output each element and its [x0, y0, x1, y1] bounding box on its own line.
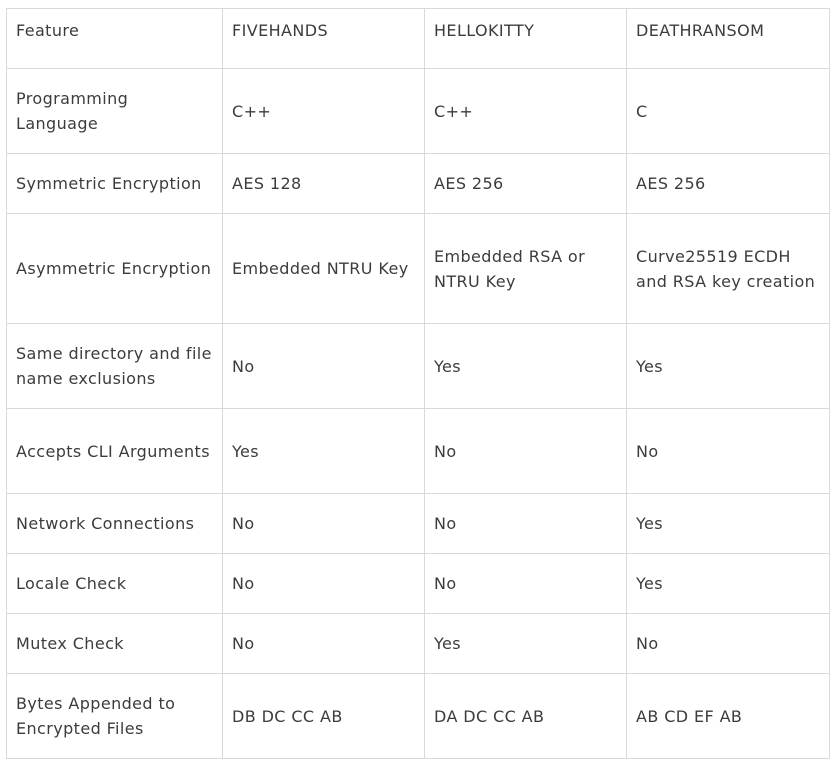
table-row: [7, 324, 830, 409]
feature-cell: Network Connections: [7, 494, 223, 554]
header-cell-hellokitty: HELLOKITTY: [425, 9, 627, 69]
table-row: [7, 154, 830, 214]
table-row: [7, 494, 830, 554]
deathransom-cell: C: [627, 69, 830, 154]
deathransom-cell: AES 256: [627, 154, 830, 214]
fivehands-cell: DB DC CC AB: [223, 674, 425, 759]
fivehands-cell: C++: [223, 69, 425, 154]
feature-cell: Locale Check: [7, 554, 223, 614]
deathransom-cell: Curve25519 ECDH and RSA key creation: [627, 214, 830, 324]
fivehands-cell: No: [223, 614, 425, 674]
table-row: [7, 409, 830, 494]
fivehands-cell: No: [223, 554, 425, 614]
hellokitty-cell: No: [425, 494, 627, 554]
feature-cell: Asymmetric Encryption: [7, 214, 223, 324]
fivehands-cell: AES 128: [223, 154, 425, 214]
hellokitty-cell: No: [425, 409, 627, 494]
ransomware-feature-comparison-table: [6, 8, 830, 759]
header-cell-feature: Feature: [7, 9, 223, 69]
deathransom-cell: Yes: [627, 324, 830, 409]
feature-cell: Accepts CLI Arguments: [7, 409, 223, 494]
deathransom-cell: AB CD EF AB: [627, 674, 830, 759]
fivehands-cell: No: [223, 494, 425, 554]
table-row: [7, 674, 830, 759]
hellokitty-cell: AES 256: [425, 154, 627, 214]
header-cell-deathransom: DEATHRANSOM: [627, 9, 830, 69]
table-row: [7, 614, 830, 674]
feature-cell: Symmetric Encryption: [7, 154, 223, 214]
hellokitty-cell: No: [425, 554, 627, 614]
header-cell-fivehands: FIVEHANDS: [223, 9, 425, 69]
deathransom-cell: No: [627, 409, 830, 494]
feature-cell: Same directory and file name exclusions: [7, 324, 223, 409]
hellokitty-cell: Embedded RSA or NTRU Key: [425, 214, 627, 324]
fivehands-cell: Embedded NTRU Key: [223, 214, 425, 324]
deathransom-cell: No: [627, 614, 830, 674]
table-row: [7, 214, 830, 324]
deathransom-cell: Yes: [627, 554, 830, 614]
feature-cell: Programming Language: [7, 69, 223, 154]
feature-cell: Bytes Appended to Encrypted Files: [7, 674, 223, 759]
deathransom-cell: Yes: [627, 494, 830, 554]
hellokitty-cell: Yes: [425, 614, 627, 674]
table-row: [7, 554, 830, 614]
fivehands-cell: Yes: [223, 409, 425, 494]
feature-cell: Mutex Check: [7, 614, 223, 674]
hellokitty-cell: C++: [425, 69, 627, 154]
table-row: [7, 69, 830, 154]
hellokitty-cell: Yes: [425, 324, 627, 409]
table-header-row: [7, 9, 830, 69]
hellokitty-cell: DA DC CC AB: [425, 674, 627, 759]
fivehands-cell: No: [223, 324, 425, 409]
